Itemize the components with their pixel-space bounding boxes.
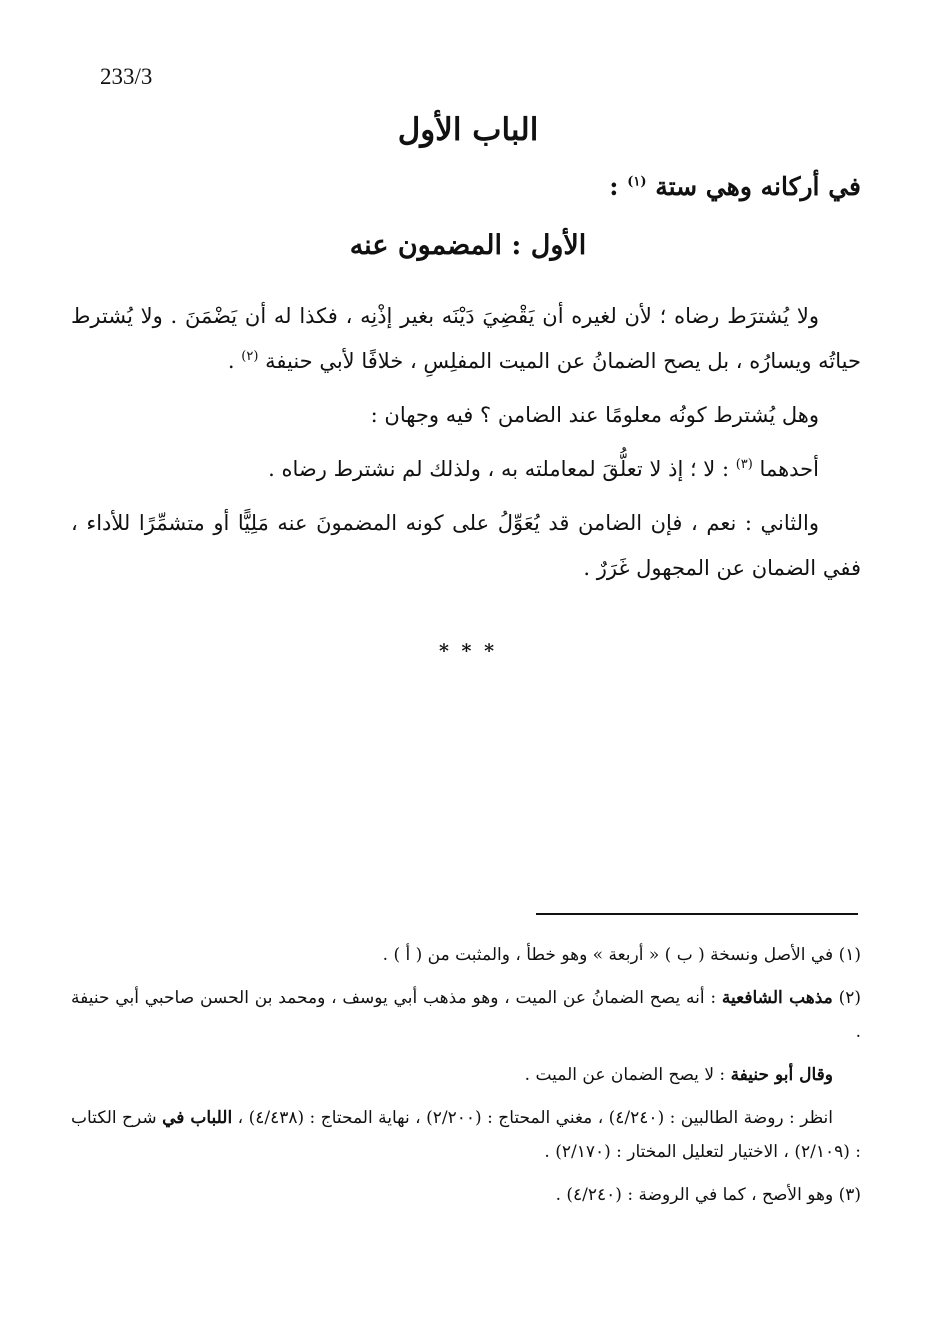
paragraph-3 [71,447,861,492]
footnote-3: (٣) وهو الأصح ، كما في الروضة : (٤/٢٤٠) . [555,1185,861,1205]
intro-tail: : [609,172,628,201]
section-separator: * * * [438,640,498,662]
paragraph-2: وهل يُشترط كونُه معلومًا عند الضامن ؟ فيه وجهان : [370,403,819,427]
footnote-2c-start: انظر : روضة الطالبين : (٤/٢٤٠) ، مغني المحتاج : (٢/٢٠٠) ، نهاية المحتاج : (٤/٤٣٨) ، [232,1108,834,1128]
main-body [71,294,861,600]
footnote-2-bold: مذهب الشافعية [721,988,833,1008]
footnotes [71,938,861,1221]
footnote-2-references [71,1101,861,1169]
footnote-ref-2[interactable]: (٢) [241,349,259,364]
footnote-divider [536,913,858,915]
paragraph-3-rest: : لا ؛ إذ لا تعلُّقَ لمعاملته به ، ولذلك لم نشترط رضاه . [268,457,736,481]
footnote-2-number: (٢) [832,988,861,1008]
paragraph-1-text: ولا يُشترَط رضاه ؛ لأن لغيره أن يَقْضِيَ دَيْنَه بغير إذْنِه ، فكذا له أن يَضْمَنَ . ولا يُشترط حياتُه ويسارُه ، بل يصح الضمانُ عن الميت المفلِسِ ، خلافًا لأبي حنيفة [71,304,861,373]
paragraph-1 [71,294,861,384]
paragraph-3-start: أحدهما [759,457,819,481]
footnote-2b-bold: وقال أبو حنيفة [730,1065,833,1085]
footnote-1: (١) في الأصل ونسخة ( ب ) « أربعة » وهو خطأ ، والمثبت من ( أ ) . [382,945,861,965]
paragraph-1-tail: . [227,349,242,373]
page-number: 233/3 [100,64,153,89]
paragraph-4: والثاني : نعم ، فإن الضامن قد يُعَوِّلُ على كونه المضمونَ عنه مَلِيًّا أو متشمِّرًا للأداء ، ففي الضمان عن المجهول غَرَرٌ . [71,511,861,580]
footnote-2b-text: : لا يصح الضمان عن الميت . [524,1065,731,1085]
footnote-2 [71,981,861,1049]
footnote-2c-bold: اللباب في [162,1108,233,1128]
chapter-title: الباب الأول [397,112,539,148]
footnote-2-text: : أنه يصح الضمانُ عن الميت ، وهو مذهب أبي يوسف ، ومحمد بن الحسن صاحبي أبي حنيفة . [71,988,861,1042]
section-title: الأول : المضمون عنه [349,230,587,261]
footnote-ref-1[interactable]: (١) [627,174,647,190]
footnote-2-continuation [71,1058,861,1092]
footnote-2c-end: شرح الكتاب : (٢/١٠٩) ، الاختيار لتعليل المختار : (٢/١٧٠) . [71,1108,861,1162]
intro-line [81,172,861,201]
footnote-ref-3[interactable]: (٣) [735,457,753,472]
intro-text: في أركانه وهي ستة [655,172,861,201]
